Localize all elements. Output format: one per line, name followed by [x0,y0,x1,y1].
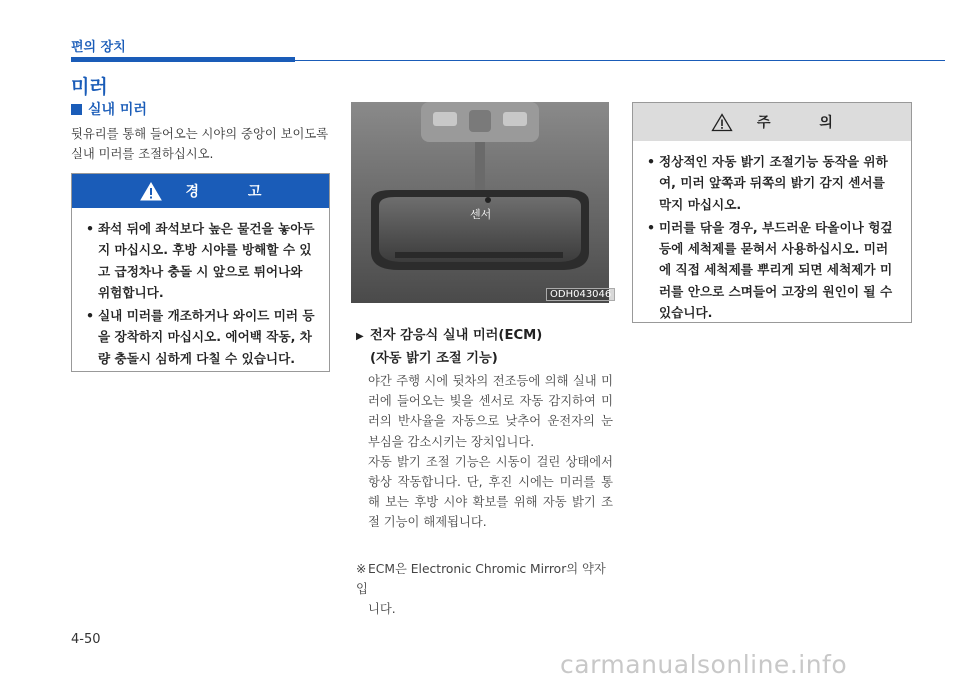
warning-heading: 경 고 [185,184,284,200]
intro-text: 뒷유리를 통해 들어오는 시야의 중앙이 보이도록 실내 미러를 조절하십시오. [71,127,329,161]
page-number: 4-50 [71,632,101,647]
subheading [71,99,147,119]
note-line1: ECM은 Electronic Chromic Mirror의 약자입 [356,562,606,597]
feature-title [356,325,611,370]
photo-code: ODH043046 [546,288,615,301]
caution-header [633,103,911,141]
header-rule-thin [295,60,945,61]
warning-item: • 실내 미러를 개조하거나 와이드 미러 등을 장착하지 마십시오. 에어백 작동, 차량 충돌시 심하게 다칠 수 있습니다. [86,305,317,369]
feature-paragraph: 자동 밝기 조절 기능은 시동이 걸린 상태에서 항상 작동합니다. 단, 후진 시에는 미러를 통해 보는 후방 시야 확보를 위해 자동 밝기 조절 기능이 해제됩니다. [368,454,613,530]
caution-box [632,102,912,323]
feature-title-line1: 전자 감응식 실내 미러(ECM) [370,328,543,343]
caution-item: • 정상적인 자동 밝기 조절기능 동작을 위하여, 미러 앞쪽과 뒤쪽의 밝기 감지 센서를 막지 마십시오. [647,151,899,215]
caution-item: • 미러를 닦을 경우, 부드러운 타올이나 헝겊 등에 세척제를 묻혀서 사용하십시오. 미러에 직접 세척제를 뿌리게 되면 세척제가 미러를 안으로 스며들어 고장의 원인이 될 수 있습니다. [647,217,899,323]
caution-heading: 주 의 [757,115,855,131]
warning-triangle-icon [140,182,162,201]
warning-box [71,173,330,372]
feature-paragraph: 야간 주행 시에 뒷차의 전조등에 의해 실내 미러에 들어오는 빛을 센서로 자동 감지하여 미러의 반사율을 자동으로 낮추어 운전자의 눈부심을 감소시키는 장치입니다. [368,374,613,449]
note-line2: 니다. [368,602,396,617]
page-title: 미러 [71,76,108,98]
feature-body [368,371,613,533]
square-bullet-icon [71,104,82,115]
note [356,559,613,620]
note-mark: ※ [356,562,367,576]
warning-list [72,208,329,369]
subheading-text: 실내 미러 [88,102,147,118]
mirror-photo [351,102,609,303]
watermark: carmanualsonline.info [560,650,848,679]
caution-list [633,141,911,323]
caution-triangle-icon [711,113,733,132]
warning-item: • 좌석 뒤에 좌석보다 높은 물건을 놓아두지 마십시오. 후방 시야를 방해할 수 있고 급정차나 충돌 시 앞으로 튀어나와 위험합니다. [86,218,317,303]
sensor-label: 센서 [470,208,492,221]
warning-header [72,174,329,208]
header-rule-thick [71,57,295,62]
triangle-right-icon: ▶ [356,331,364,342]
feature-title-line2: (자동 밝기 조절 기능) [370,351,498,366]
mirror-illustration [351,102,609,303]
section-header: 편의 장치 [71,40,126,55]
